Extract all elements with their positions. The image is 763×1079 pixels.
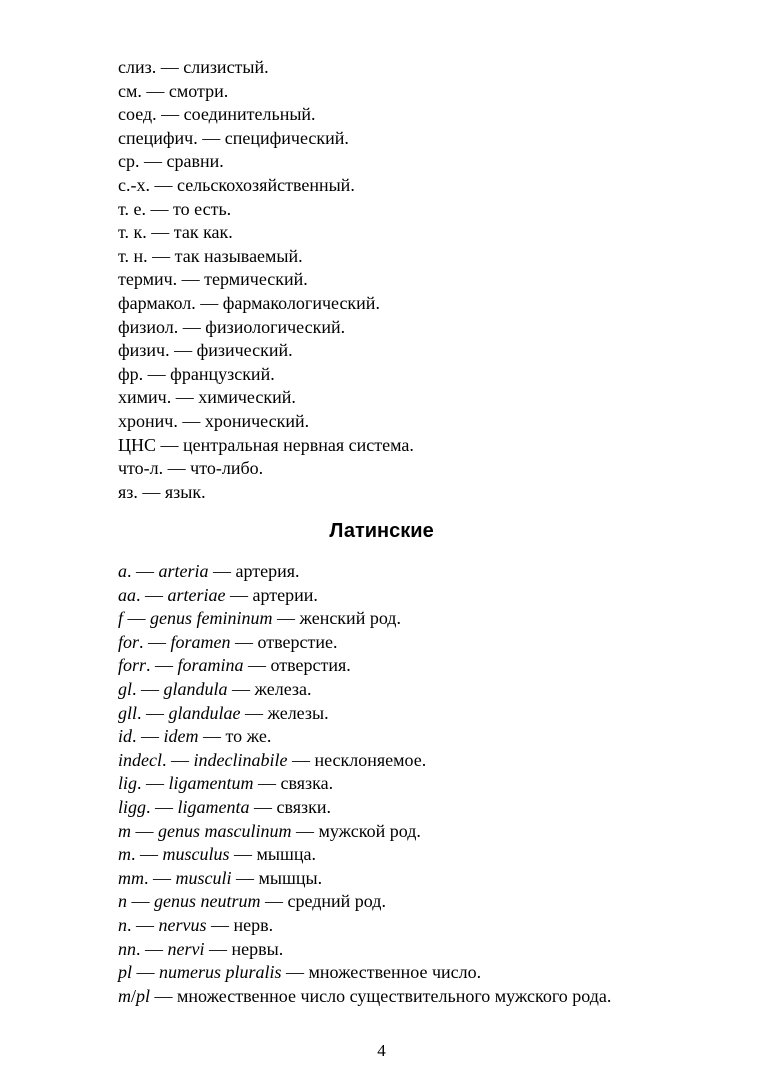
latin-term: glandula: [163, 678, 228, 699]
abbreviation: ср.: [118, 151, 140, 172]
latin-abbreviation: m: [118, 985, 131, 1006]
separator: —: [208, 561, 236, 581]
latin-abbreviation: n: [118, 914, 127, 935]
abbreviation: слиз.: [118, 57, 157, 77]
abbreviation-punctuation: .: [146, 796, 151, 817]
separator: —: [143, 631, 171, 652]
abbreviation: что-л.: [118, 458, 164, 479]
meaning: так как.: [173, 222, 233, 243]
latin-term: genus masculinum: [158, 820, 292, 841]
latin-term: arteria: [158, 561, 209, 581]
separator: —: [204, 938, 232, 959]
separator: —: [150, 796, 178, 817]
separator: —: [287, 749, 315, 770]
russian-abbreviations-list: [118, 56, 718, 504]
latin-abbreviation: m: [118, 820, 131, 841]
separator: —: [253, 773, 281, 794]
latin-abbreviation-entry: [118, 584, 718, 608]
separator: —: [150, 655, 178, 676]
separator: —: [195, 292, 223, 313]
abbreviation: т. к.: [118, 222, 147, 243]
meaning: то есть.: [173, 198, 232, 219]
abbreviation-entry: [118, 434, 718, 458]
latin-abbreviation: n: [118, 891, 127, 912]
latin-abbreviation: a: [118, 561, 127, 581]
meaning: нервы.: [231, 938, 284, 959]
separator: —: [143, 363, 171, 384]
abbreviation-punctuation: .: [146, 655, 151, 676]
separator: —: [177, 410, 205, 431]
separator: —: [272, 608, 300, 629]
abbreviation-entry: [118, 410, 718, 434]
latin-abbreviation: f: [118, 608, 124, 629]
separator: —: [140, 938, 168, 959]
latin-abbreviation-entry: [118, 678, 718, 702]
latin-abbreviation-entry: [118, 985, 718, 1009]
abbreviation: термич.: [118, 269, 178, 290]
latin-abbreviation-entry: [118, 890, 718, 914]
latin-term: nervi: [167, 938, 205, 959]
latin-abbreviation-entry: [118, 796, 718, 820]
meaning: французский.: [170, 363, 275, 384]
abbreviation-punctuation: .: [144, 867, 149, 888]
latin-term: numerus pluralis: [159, 962, 282, 983]
separator: —: [131, 820, 158, 841]
abbreviation: фр.: [118, 363, 144, 384]
separator: —: [147, 245, 175, 266]
separator: —: [140, 584, 168, 605]
latin-abbreviation-entry: [118, 938, 718, 962]
separator: —: [206, 914, 234, 935]
separator: —: [177, 269, 205, 290]
separator: —: [132, 962, 160, 983]
latin-abbreviation-entry: [118, 772, 718, 796]
latin-abbreviation: gll: [118, 702, 138, 723]
meaning: что-либо.: [190, 458, 264, 479]
separator: —: [225, 584, 253, 605]
abbreviation: физич.: [118, 340, 170, 361]
latin-abbreviation: nn: [118, 938, 136, 959]
meaning: железы.: [267, 702, 329, 723]
separator: —: [231, 867, 259, 888]
latin-abbreviations-list: [118, 560, 718, 1008]
separator: —: [240, 702, 268, 723]
separator: —: [156, 57, 184, 77]
latin-abbreviation-entry: [118, 725, 718, 749]
separator: —: [139, 151, 167, 172]
abbreviation-punctuation: .: [139, 631, 144, 652]
separator: —: [166, 749, 194, 770]
abbreviation: яз.: [118, 481, 138, 502]
abbreviation-entry: [118, 103, 718, 127]
abbreviation-entry: [118, 292, 718, 316]
latin-term: genus neutrum: [154, 891, 261, 912]
abbreviation: фармакол.: [118, 292, 196, 313]
abbreviation-entry: [118, 127, 718, 151]
meaning: мышцы.: [258, 867, 323, 888]
abbreviation-entry: [118, 457, 718, 481]
separator: —: [136, 726, 164, 747]
meaning: фармакологический.: [222, 292, 380, 313]
abbreviation-entry: [118, 221, 718, 245]
latin-abbreviation-entry: [118, 843, 718, 867]
abbreviation-entry: [118, 268, 718, 292]
latin-term: ligamenta: [177, 796, 250, 817]
abbreviation: т. н.: [118, 245, 148, 266]
abbreviation-entry: [118, 56, 718, 80]
meaning: связка.: [280, 773, 334, 794]
abbreviation-entry: [118, 245, 718, 269]
meaning: хронический.: [204, 410, 310, 431]
latin-abbreviation-entry: [118, 867, 718, 891]
meaning: физиологический.: [205, 316, 346, 337]
abbreviation-punctuation: .: [136, 584, 141, 605]
abbreviation-entry: [118, 316, 718, 340]
latin-abbreviation: forr: [118, 655, 147, 676]
latin-abbreviation-entry: [118, 631, 718, 655]
separator: —: [227, 678, 255, 699]
latin-abbreviation: gl: [118, 678, 133, 699]
meaning: множественное число.: [308, 962, 482, 983]
latin-term: genus femininum: [150, 608, 273, 629]
meaning: смотри.: [168, 80, 229, 101]
abbreviation-punctuation: .: [136, 938, 141, 959]
separator: —: [146, 198, 174, 219]
latin-abbreviation: indecl: [118, 749, 162, 770]
abbreviation-punctuation: .: [137, 773, 142, 794]
meaning: связки.: [276, 796, 332, 817]
separator: —: [137, 481, 165, 502]
latin-abbreviation-entry: [118, 702, 718, 726]
latin-abbreviation-entry: [118, 820, 718, 844]
latin-term: foramen: [170, 631, 231, 652]
separator: —: [141, 80, 169, 101]
separator: —: [136, 678, 164, 699]
abbreviation-entry: [118, 481, 718, 505]
page-number: 4: [377, 1041, 386, 1060]
meaning: женский род.: [299, 608, 401, 629]
separator: —: [230, 631, 258, 652]
abbreviation-punctuation: /: [131, 985, 137, 1006]
separator: —: [291, 820, 319, 841]
latin-abbreviation: pl: [118, 962, 133, 983]
latin-term: musculus: [162, 844, 230, 865]
latin-term: arteriae: [167, 584, 226, 605]
meaning: специфический.: [224, 127, 349, 148]
separator: —: [163, 458, 191, 479]
latin-term: indeclinabile: [193, 749, 288, 770]
latin-abbreviation: m: [118, 844, 131, 865]
separator: —: [197, 127, 225, 148]
section-heading-latin: Латинские: [329, 520, 434, 542]
meaning: язык.: [164, 481, 206, 502]
abbreviation-entry: [118, 150, 718, 174]
latin-abbreviation-entry: [118, 607, 718, 631]
abbreviation-punctuation: .: [161, 749, 167, 770]
separator: —: [243, 655, 271, 676]
latin-abbreviation: mm: [118, 867, 144, 888]
abbreviation-punctuation: .: [137, 702, 142, 723]
latin-term: foramina: [177, 655, 244, 676]
latin-abbreviation-second: pl: [136, 985, 151, 1006]
separator: —: [249, 796, 277, 817]
latin-term: ligamentum: [168, 773, 254, 794]
separator: —: [141, 773, 169, 794]
latin-abbreviation: lig: [118, 773, 138, 794]
meaning: отверстие.: [257, 631, 338, 652]
separator: —: [149, 174, 177, 195]
abbreviation-entry: [118, 80, 718, 104]
meaning: сравни.: [166, 151, 224, 172]
meaning: соединительный.: [183, 104, 316, 125]
meaning: артерия.: [235, 561, 300, 581]
separator: —: [178, 316, 206, 337]
separator: —: [281, 962, 309, 983]
abbreviation-punctuation: .: [127, 914, 132, 935]
abbreviation: с.-х.: [118, 174, 150, 195]
separator: —: [150, 985, 178, 1006]
latin-abbreviation: for: [118, 631, 140, 652]
abbreviation-entry: [118, 198, 718, 222]
latin-term: idem: [163, 726, 199, 747]
meaning: химический.: [198, 387, 296, 408]
latin-abbreviation: ligg: [118, 796, 147, 817]
meaning: мужской род.: [318, 820, 421, 841]
latin-abbreviation-entry: [118, 560, 718, 584]
latin-abbreviation: id: [118, 726, 133, 747]
latin-term: musculi: [175, 867, 232, 888]
separator: —: [131, 561, 159, 581]
abbreviation: ЦНС: [118, 434, 157, 455]
abbreviation: т. е.: [118, 198, 147, 219]
separator: —: [260, 891, 288, 912]
abbreviation-punctuation: .: [132, 678, 137, 699]
meaning: сельскохозяйственный.: [176, 174, 355, 195]
latin-abbreviation-entry: [118, 749, 718, 773]
abbreviation-entry: [118, 386, 718, 410]
separator: —: [156, 434, 184, 455]
separator: —: [148, 867, 176, 888]
meaning: физический.: [196, 340, 293, 361]
meaning: отверстия.: [270, 655, 351, 676]
meaning: артерии.: [252, 584, 318, 605]
abbreviation-punctuation: .: [132, 726, 137, 747]
separator: —: [156, 104, 184, 125]
abbreviation: см.: [118, 80, 142, 101]
meaning: мышца.: [256, 844, 316, 865]
separator: —: [127, 891, 154, 912]
latin-abbreviation-entry: [118, 961, 718, 985]
separator: —: [141, 702, 169, 723]
abbreviation-entry: [118, 363, 718, 387]
abbreviation-punctuation: .: [131, 844, 136, 865]
meaning: термический.: [204, 269, 308, 290]
separator: —: [135, 844, 163, 865]
meaning: нерв.: [233, 914, 274, 935]
latin-abbreviation-entry: [118, 914, 718, 938]
abbreviation: специфич.: [118, 127, 198, 148]
latin-abbreviation: aa: [118, 584, 136, 605]
meaning: слизистый.: [183, 57, 269, 77]
separator: —: [171, 387, 199, 408]
meaning: так называемый.: [174, 245, 303, 266]
separator: —: [229, 844, 257, 865]
separator: —: [198, 726, 226, 747]
abbreviation-punctuation: .: [127, 561, 132, 581]
latin-term: nervus: [158, 914, 207, 935]
abbreviation: хронич.: [118, 410, 178, 431]
abbreviation-entry: [118, 339, 718, 363]
latin-abbreviation-entry: [118, 654, 718, 678]
abbreviation: физиол.: [118, 316, 179, 337]
abbreviation-entry: [118, 174, 718, 198]
separator: —: [131, 914, 159, 935]
separator: —: [123, 608, 151, 629]
meaning: то же.: [225, 726, 272, 747]
meaning: средний род.: [287, 891, 386, 912]
separator: —: [146, 222, 174, 243]
meaning: железа.: [254, 678, 312, 699]
meaning: центральная нервная система.: [183, 434, 414, 455]
separator: —: [169, 340, 197, 361]
latin-term: glandulae: [168, 702, 241, 723]
meaning: множественное число существительного мужского рода.: [177, 985, 612, 1006]
meaning: несклоняемое.: [314, 749, 427, 770]
abbreviation: соед.: [118, 104, 157, 125]
abbreviation: химич.: [118, 387, 172, 408]
